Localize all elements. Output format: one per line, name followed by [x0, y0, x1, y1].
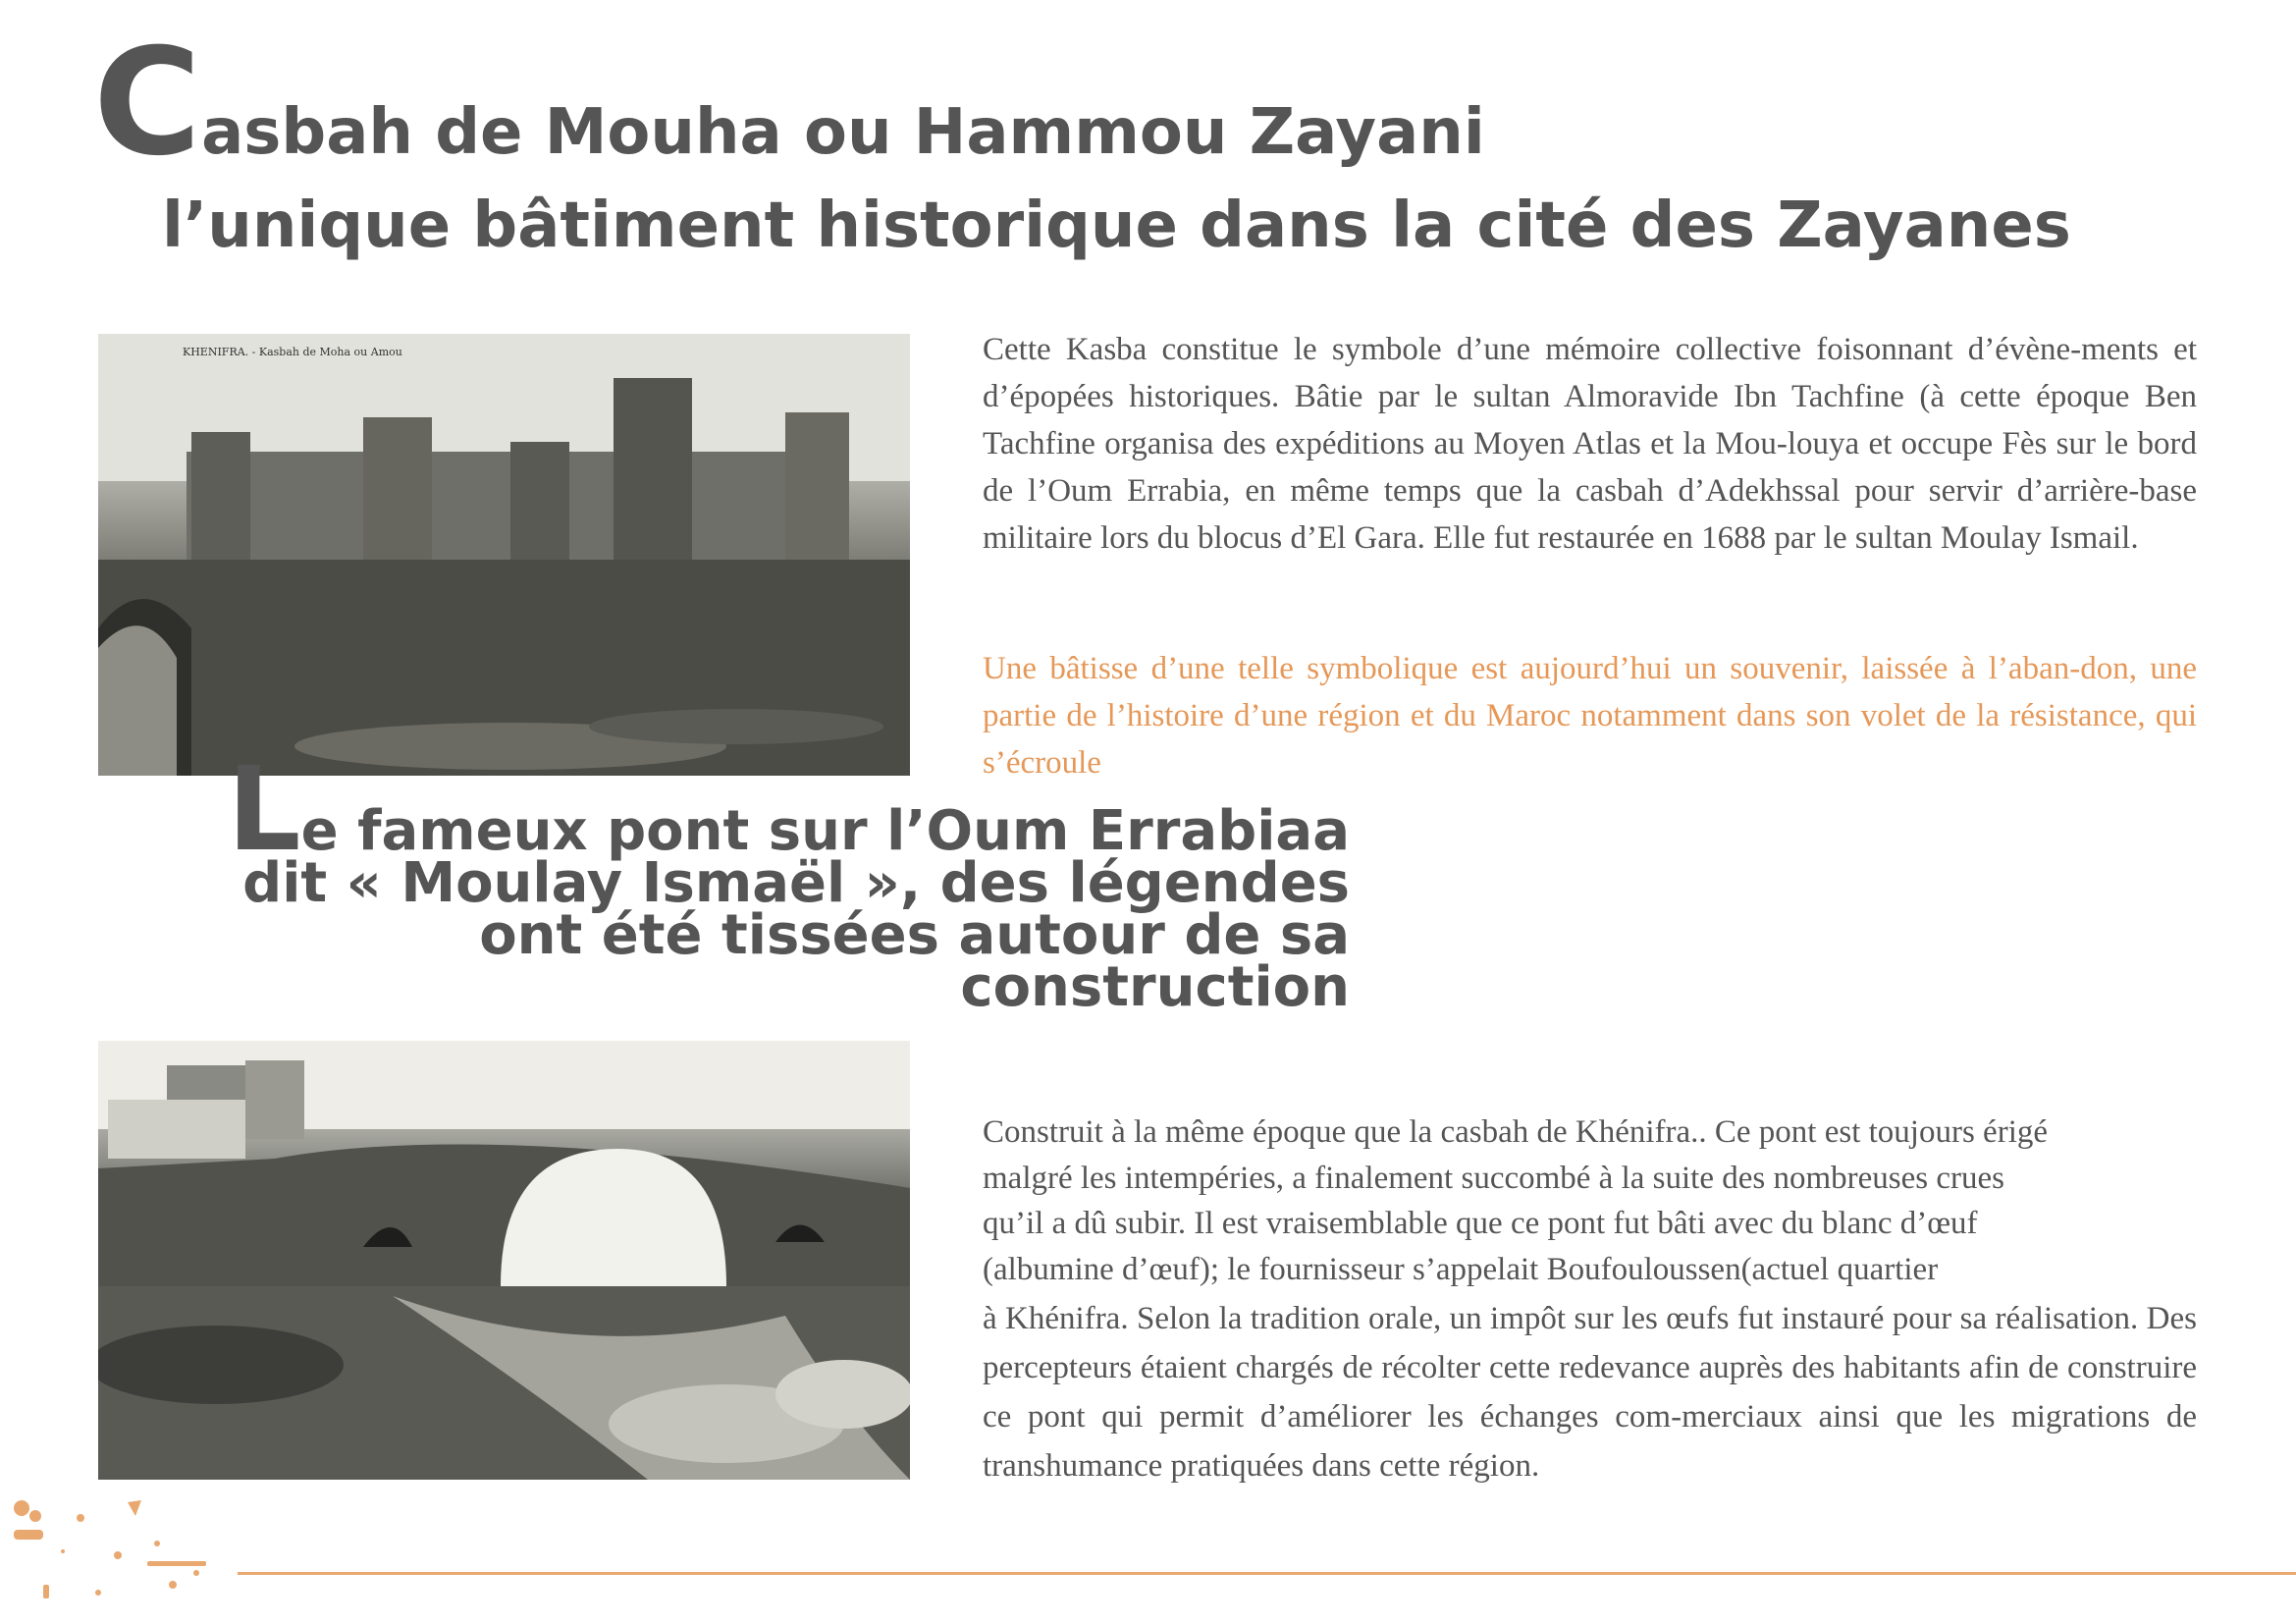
bridge-heading-dropcap: L [227, 741, 301, 877]
footer-rule [238, 1572, 2296, 1575]
bridge-line-1: Construit à la même époque que la casbah de Khénifra.. Ce pont est toujours érigé [983, 1114, 2049, 1150]
main-title-rest: asbah de Mouha ou Hammou Zayani [201, 96, 1485, 169]
bridge-description: à Khénifra. Selon la tradition orale, un impôt sur les œufs fut instauré pour sa réalisation. Des percepteurs étaient chargés de récolter cette redevance auprès des habitants afin de construire ce pont qui permit d’améliorer les échanges com-merciaux ainsi que les migrations de transhumance pratiquées dans cette région. [983, 1301, 2197, 1484]
bridge-heading-line1 [98, 741, 1350, 877]
kasbah-illustration [98, 334, 910, 776]
bridge-description-lines [983, 1110, 2197, 1292]
bridge-heading-line3: ont été tissées autour de sa [479, 903, 1350, 967]
bridge-illustration [98, 1041, 910, 1480]
bridge-heading [98, 741, 1350, 1019]
bridge-line-4: (albumine d’œuf); le fournisseur s’appelait Boufouloussen(actuel quartier [983, 1251, 1939, 1287]
photo-caption: KHENIFRA. - Kasbah de Moha ou Amou [183, 346, 402, 358]
main-title-line1 [93, 18, 1485, 189]
bridge-heading-line2: dit « Moulay Ismaël », des légendes [242, 851, 1350, 915]
kasbah-highlight: Une bâtisse d’une telle symbolique est aujourd’hui un souvenir, laissée à l’aban-don, une partie de l’histoire d’une région et du Maroc notamment dans son volet de la résistance, qui s’écroule [983, 651, 2197, 781]
bridge-line-2: malgré les intempéries, a finalement succombé à la suite des nombreuses crues [983, 1160, 2004, 1196]
kasbah-description: Cette Kasba constitue le symbole d’une mémoire collective foisonnant d’évène-ments et d’épopées historiques. Bâtie par le sultan Almoravide Ibn Tachfine (à cette époque Ben Tachfine organisa des expéditions au Moyen Atlas et la Mou-louya et occupe Fès sur le bord de l’Oum Errabia, en même temps que la casbah d’Adekhssal pour servir d’arrière-base militaire lors du blocus d’El Gara. Elle fut restaurée en 1688 par le sultan Moulay Ismail. [983, 332, 2197, 556]
bridge-line-3: qu’il a dû subir. Il est vraisemblable que ce pont fut bâti avec du blanc d’œuf [983, 1206, 1978, 1241]
main-title-line2: l’unique bâtiment historique dans la cité des Zayanes [162, 189, 2071, 262]
bridge-heading-line4: construction [960, 955, 1350, 1019]
bridge-photo [98, 1041, 910, 1480]
decorative-ink-splash [0, 1483, 240, 1624]
main-title-dropcap: C [93, 18, 202, 189]
bridge-heading-line1-rest: e fameux pont sur l’Oum Errabiaa [300, 799, 1350, 863]
kasbah-photo [98, 334, 910, 776]
